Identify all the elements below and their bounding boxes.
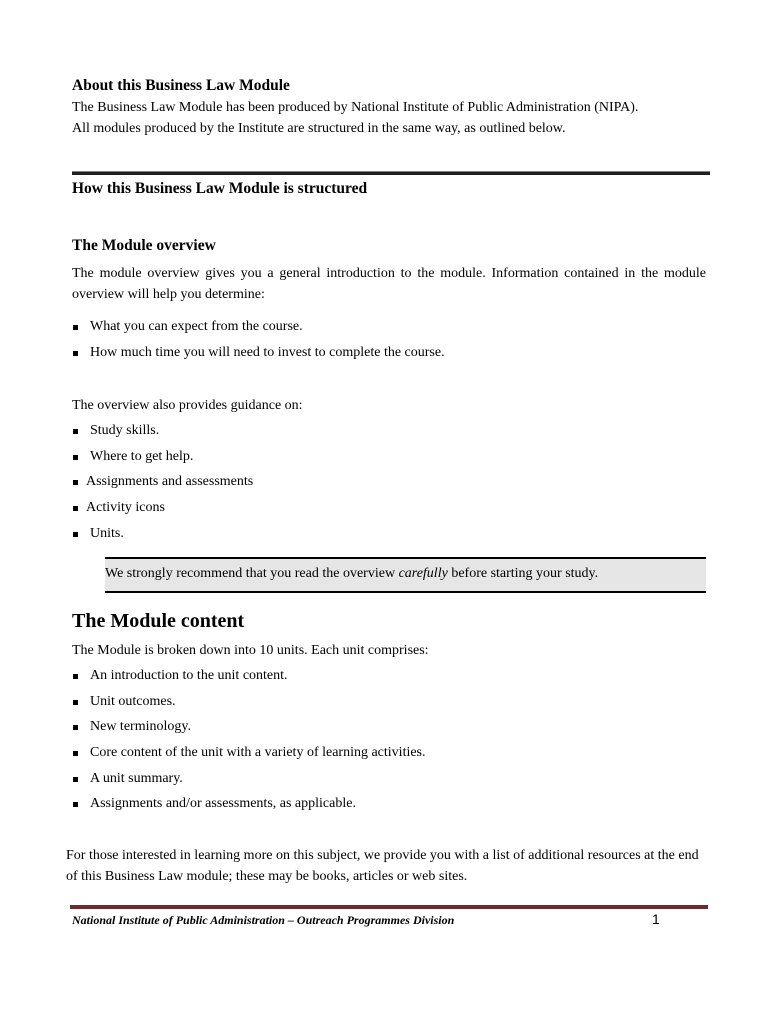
list-item: Activity icons xyxy=(72,498,706,524)
list-item: Core content of the unit with a variety of learning activities. xyxy=(72,743,706,769)
list-item: Study skills. xyxy=(72,421,706,447)
list-item: Assignments and assessments xyxy=(72,472,706,498)
overview-heading: The Module overview xyxy=(72,237,216,254)
list-item: Unit outcomes. xyxy=(72,692,706,718)
closing-paragraph: For those interested in learning more on this subject, we provide you with a list of additional resources at the end of this Business Law module; these may be books, articles or web sites. xyxy=(66,848,699,884)
recommendation-callout xyxy=(105,557,706,593)
callout-text-before: We strongly recommend that you read the overview xyxy=(105,566,399,581)
list-item: Units. xyxy=(72,524,706,550)
callout-text-after: before starting your study. xyxy=(447,566,599,581)
list-item: Assignments and/or assessments, as applicable. xyxy=(72,794,706,820)
content-heading: The Module content xyxy=(72,610,245,632)
overview-bullet-list xyxy=(72,317,706,368)
about-heading: About this Business Law Module xyxy=(72,77,290,94)
page-number: 1 xyxy=(652,911,660,927)
list-item: How much time you will need to invest to complete the course. xyxy=(72,343,706,369)
about-line-1: The Business Law Module has been produced by National Institute of Public Administration (NIPA). xyxy=(72,100,639,115)
footer-text: National Institute of Public Administration – Outreach Programmes Division xyxy=(72,913,455,927)
guidance-intro: The overview also provides guidance on: xyxy=(72,398,303,413)
list-item: Where to get help. xyxy=(72,447,706,473)
list-item: A unit summary. xyxy=(72,769,706,795)
content-intro: The Module is broken down into 10 units. Each unit comprises: xyxy=(72,643,429,658)
about-line-2: All modules produced by the Institute are structured in the same way, as outlined below. xyxy=(72,121,566,136)
content-bullet-list xyxy=(72,666,706,820)
overview-intro: The module overview gives you a general introduction to the module. Information contained in the module overview will help you determine: xyxy=(72,266,706,302)
guidance-bullet-list xyxy=(72,421,706,549)
callout-emphasis: carefully xyxy=(398,566,448,581)
list-item: What you can expect from the course. xyxy=(72,317,706,343)
list-item: New terminology. xyxy=(72,717,706,743)
section-divider xyxy=(72,171,710,175)
structured-heading: How this Business Law Module is structured xyxy=(72,180,368,197)
list-item: An introduction to the unit content. xyxy=(72,666,706,692)
footer-divider xyxy=(70,905,708,909)
